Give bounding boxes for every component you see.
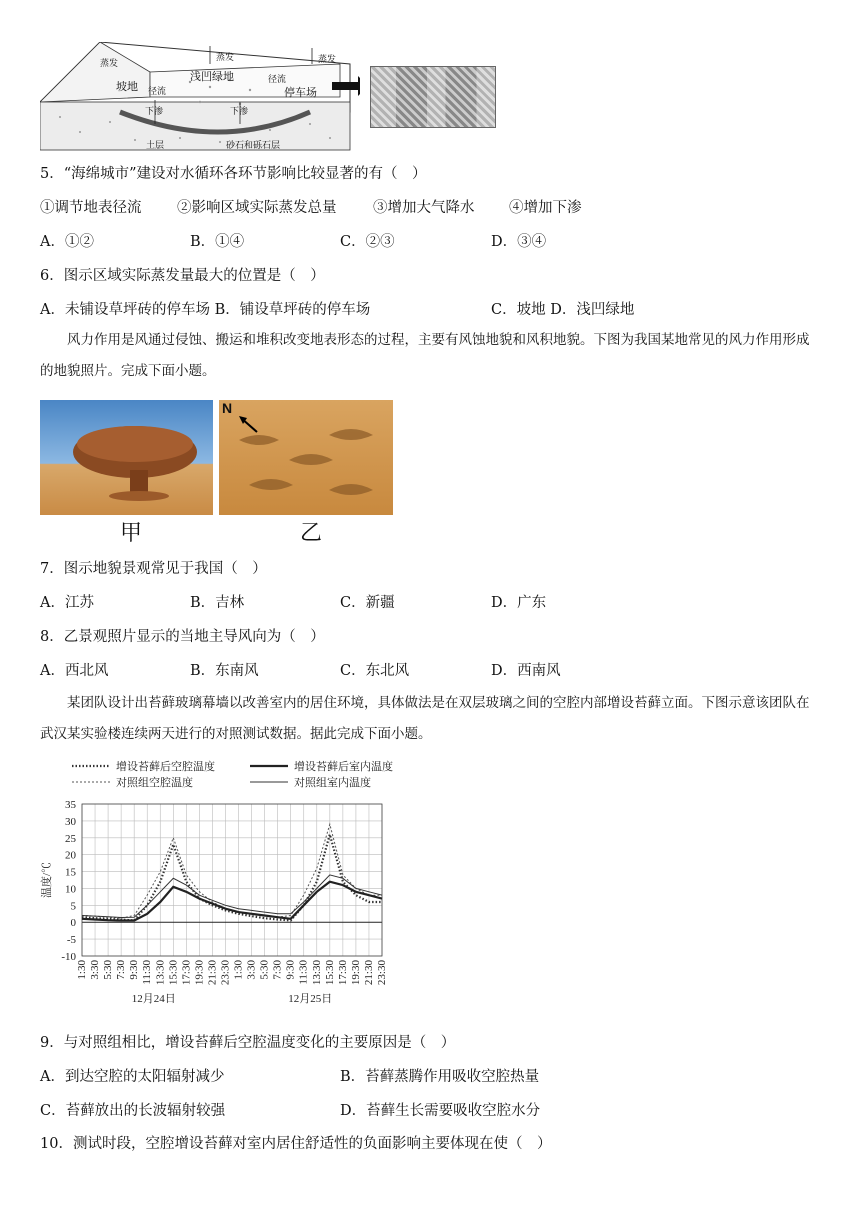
- date-label: 12月25日: [288, 993, 333, 1005]
- label-runoff-2: 径流: [268, 75, 287, 85]
- photo-jia: [40, 400, 213, 515]
- x-tick-label: 13:30: [310, 960, 323, 986]
- label-infiltrate-1: 下渗: [145, 107, 164, 117]
- passage-moss: 某团队设计出苔藓玻璃幕墙以改善室内的居住环境，具体做法是在双层玻璃之间的空腔内部增设苔藓立面。下图示意该团队在武汉某实验楼连续两天进行的对照测试数据。据此完成下面小题。: [40, 695, 810, 742]
- q9-option-a[interactable]: A．到达空腔的太阳辐射减少: [40, 1069, 225, 1085]
- date-label: 12月24日: [131, 993, 176, 1005]
- q9-option-b[interactable]: B．苔藓蒸腾作用吸收空腔热量: [340, 1069, 540, 1085]
- q5-item-3: ③增加大气降水: [373, 200, 475, 216]
- x-tick-label: 17:30: [180, 960, 193, 986]
- plot-frame: [82, 804, 382, 956]
- y-tick-label: 10: [65, 883, 76, 896]
- x-tick-label: 1:30: [76, 960, 88, 980]
- x-tick-label: 17:30: [336, 960, 349, 986]
- q8-option-c[interactable]: C．东北风: [340, 663, 410, 679]
- q5-item-1: ①调节地表径流: [40, 200, 142, 216]
- label-evap-1: 蒸发: [100, 59, 119, 69]
- x-tick-label: 7:30: [271, 960, 284, 980]
- q7-option-a[interactable]: A．江苏: [40, 595, 94, 611]
- label-soil: 土层: [146, 141, 165, 151]
- series-line-2: [82, 882, 382, 921]
- x-tick-label: 13:30: [154, 960, 167, 986]
- x-tick-label: 15:30: [323, 960, 336, 986]
- q9-stem: 9．与对照组相比，增设苔藓后空腔温度变化的主要原因是（ ）: [40, 1035, 456, 1051]
- x-tick-label: 11:30: [141, 960, 154, 985]
- y-tick-label: 35: [65, 799, 76, 811]
- label-infiltrate-2: 下渗: [230, 107, 249, 117]
- label-evap-2: 蒸发: [216, 53, 235, 63]
- q10-stem: 10．测试时段，空腔增设苔藓对室内居住舒适性的负面影响主要体现在使（ ）: [40, 1136, 552, 1152]
- temperature-chart: [40, 758, 400, 1008]
- x-tick-label: 21:30: [206, 960, 219, 986]
- q8-option-a[interactable]: A．西北风: [40, 663, 109, 679]
- x-tick-label: 15:30: [167, 960, 180, 986]
- photo-yi: [219, 400, 393, 515]
- x-tick-label: 3:30: [89, 960, 102, 980]
- x-tick-label: 7:30: [115, 960, 128, 980]
- q5-item-4: ④增加下渗: [509, 200, 582, 216]
- x-tick-label: 9:30: [128, 960, 141, 980]
- legend-label-2: 增设苔藓后室内温度: [294, 761, 393, 773]
- label-gravel: 砂石和砾石层: [226, 141, 281, 151]
- series-line-1: [82, 824, 382, 918]
- legend-label-3: 对照组室内温度: [294, 777, 371, 789]
- q8-stem: 8．乙景观照片显示的当地主导风向为（ ）: [40, 629, 325, 645]
- north-label: N: [222, 400, 233, 416]
- x-tick-label: 5:30: [258, 960, 271, 980]
- q7-option-b[interactable]: B．吉林: [190, 595, 245, 611]
- q7-option-d[interactable]: D．广东: [491, 595, 547, 611]
- x-tick-label: 11:30: [297, 960, 310, 985]
- label-runoff-1: 径流: [148, 87, 167, 97]
- label-green: 浅凹绿地: [190, 70, 234, 83]
- y-tick-label: 20: [65, 849, 76, 862]
- x-tick-label: 23:30: [376, 960, 388, 986]
- y-tick-label: 30: [65, 815, 76, 828]
- q6-option-ab[interactable]: A．未铺设草坪砖的停车场 B．铺设草坪砖的停车场: [40, 302, 371, 318]
- q7-option-c[interactable]: C．新疆: [340, 595, 395, 611]
- x-tick-label: 19:30: [193, 960, 206, 986]
- q5-option-d[interactable]: D．③④: [491, 234, 547, 250]
- y-tick-label: 15: [65, 866, 76, 879]
- x-tick-label: 19:30: [349, 960, 362, 986]
- label-slope: 坡地: [116, 80, 138, 93]
- x-tick-label: 3:30: [245, 960, 258, 980]
- series-line-0: [82, 834, 382, 920]
- y-axis-label: 温度/℃: [41, 861, 53, 899]
- x-tick-label: 21:30: [362, 960, 375, 986]
- q8-option-d[interactable]: D．西南风: [491, 663, 561, 679]
- y-tick-label: 0: [70, 917, 76, 930]
- q8-option-b[interactable]: B．东南风: [190, 663, 259, 679]
- grass-paver-photo: [370, 66, 496, 128]
- q9-option-c[interactable]: C．苔藓放出的长波辐射较强: [40, 1103, 226, 1119]
- x-tick-label: 9:30: [284, 960, 297, 980]
- q5-option-c[interactable]: C．②③: [340, 234, 395, 250]
- label-parking: 停车场: [284, 86, 317, 99]
- caption-jia: 甲: [120, 521, 143, 546]
- legend-label-0: 增设苔藓后空腔温度: [116, 761, 215, 773]
- q5-stem: 5．“海绵城市”建设对水循环各环节影响比较显著的有（ ）: [40, 166, 427, 182]
- label-evap-3: 蒸发: [318, 55, 337, 65]
- q9-option-d[interactable]: D．苔藓生长需要吸收空腔水分: [340, 1103, 541, 1119]
- x-tick-label: 5:30: [102, 960, 115, 980]
- y-tick-label: -5: [66, 934, 76, 947]
- q7-stem: 7．图示地貌景观常见于我国（ ）: [40, 561, 267, 577]
- q5-option-b[interactable]: B．①④: [190, 234, 245, 250]
- sponge-city-diagram: [40, 42, 360, 152]
- y-tick-label: 25: [65, 832, 76, 845]
- q6-option-cd[interactable]: C．坡地 D．浅凹绿地: [491, 302, 635, 318]
- q5-item-2: ②影响区域实际蒸发总量: [177, 200, 337, 216]
- y-tick-label: 5: [70, 900, 76, 913]
- y-tick-label: -10: [61, 951, 76, 963]
- q5-option-a[interactable]: A．①②: [40, 234, 94, 250]
- caption-yi: 乙: [300, 521, 323, 546]
- passage-wind: 风力作用是风通过侵蚀、搬运和堆积改变地表形态的过程，主要有风蚀地貌和风积地貌。下图为我国某地常见的风力作用形成的地貌照片。完成下面小题。: [40, 332, 810, 379]
- q6-stem: 6．图示区域实际蒸发量最大的位置是（ ）: [40, 268, 325, 284]
- legend-label-1: 对照组空腔温度: [116, 777, 193, 789]
- x-tick-label: 1:30: [232, 960, 245, 980]
- x-tick-label: 23:30: [219, 960, 232, 986]
